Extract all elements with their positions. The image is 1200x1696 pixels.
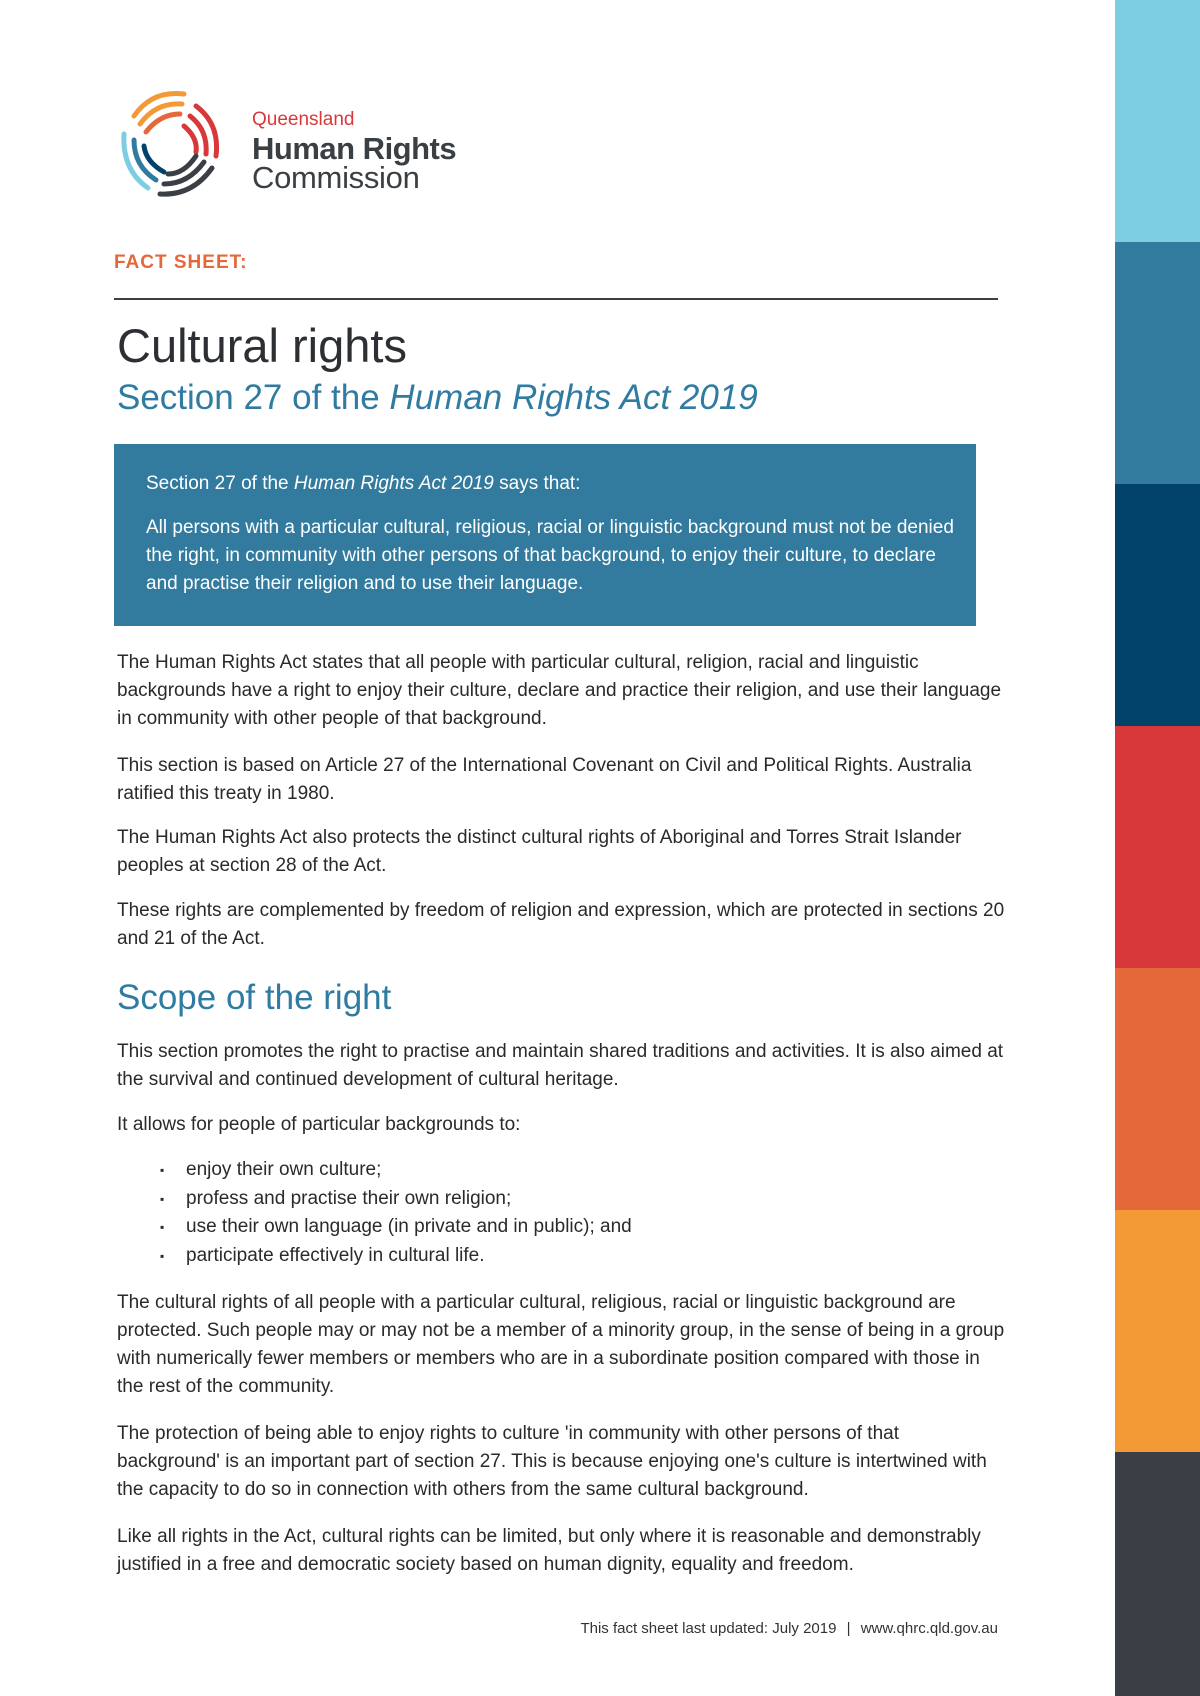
callout-box bbox=[114, 444, 976, 626]
page-title: Cultural rights bbox=[117, 319, 407, 372]
page-subtitle bbox=[117, 378, 758, 418]
qhrc-logo-icon bbox=[112, 84, 232, 204]
org-wordmark bbox=[252, 110, 456, 193]
paragraph: These rights are complemented by freedom of religion and expression, which are protected in sections 20 and 21 of the Act. bbox=[117, 900, 1005, 949]
fact-sheet-label: FACT SHEET: bbox=[114, 252, 248, 273]
org-name-line2: Commission bbox=[252, 160, 420, 195]
footer bbox=[580, 1620, 998, 1637]
paragraph: The cultural rights of all people with a particular cultural, religious, racial or linguistic background are protected. Such people may or may not be a member of a minority group, in the sense of being in a group with numerically fewer members or members who are in a subordinate position compared with those in the rest of the community. bbox=[117, 1292, 1005, 1397]
section-heading-scope: Scope of the right bbox=[117, 978, 392, 1017]
callout-intro-prefix: Section 27 of the bbox=[146, 473, 294, 494]
footer-separator: | bbox=[846, 1620, 851, 1637]
paragraph: The Human Rights Act states that all people with particular cultural, religion, racial and linguistic backgrounds have a right to enjoy their culture, declare and practice their religion, and use their language in community with other people of that background. bbox=[117, 652, 1002, 729]
paragraph: It allows for people of particular backgrounds to: bbox=[117, 1114, 521, 1135]
bullet-list bbox=[160, 1156, 632, 1270]
color-band-navy bbox=[1115, 484, 1200, 726]
color-band-orange bbox=[1115, 968, 1200, 1210]
callout-intro bbox=[146, 470, 956, 498]
footer-updated: This fact sheet last updated: July 2019 bbox=[580, 1620, 837, 1637]
color-band-red bbox=[1115, 726, 1200, 968]
org-name-line1: Human Rights bbox=[252, 131, 457, 166]
color-band-light-blue bbox=[1115, 0, 1200, 242]
callout-intro-suffix: says that: bbox=[493, 473, 581, 494]
color-band-sidebar bbox=[1115, 0, 1200, 1696]
subtitle-act: Human Rights Act 2019 bbox=[389, 378, 758, 417]
color-band-charcoal bbox=[1115, 1452, 1200, 1696]
list-item: ▪ participate effectively in cultural life. bbox=[160, 1242, 632, 1271]
list-item: ▪ use their own language (in private and in public); and bbox=[160, 1213, 632, 1242]
callout-text: All persons with a particular cultural, religious, racial or linguistic background must not be denied the right, in community with other persons of that background, to enjoy their culture, to declare and practise their religion and to use their language. bbox=[146, 517, 954, 594]
footer-website-link[interactable]: www.qhrc.qld.gov.au bbox=[860, 1620, 998, 1637]
paragraph: The Human Rights Act also protects the distinct cultural rights of Aboriginal and Torres Strait Islander peoples at section 28 of the Act. bbox=[117, 827, 962, 876]
list-item: ▪ profess and practise their own religion; bbox=[160, 1185, 632, 1214]
header-divider bbox=[114, 298, 998, 300]
paragraph: This section is based on Article 27 of the International Covenant on Civil and Political Rights. Australia ratified this treaty in 1980. bbox=[117, 755, 972, 804]
paragraph: Like all rights in the Act, cultural rights can be limited, but only where it is reasonable and demonstrably justified in a free and democratic society based on human dignity, equality and freedom. bbox=[117, 1526, 981, 1575]
color-band-mid-blue bbox=[1115, 242, 1200, 484]
color-band-amber bbox=[1115, 1210, 1200, 1452]
paragraph: The protection of being able to enjoy rights to culture 'in community with other persons of that background' is an important part of section 27. This is because enjoying one's culture is intertwined with the capacity to do so in connection with others from the same cultural background. bbox=[117, 1423, 987, 1500]
paragraph: This section promotes the right to practise and maintain shared traditions and activities. It is also aimed at the survival and continued development of cultural heritage. bbox=[117, 1041, 1004, 1090]
subtitle-prefix: Section 27 of the bbox=[117, 378, 390, 417]
callout-intro-act: Human Rights Act 2019 bbox=[293, 473, 494, 494]
list-item: ▪ enjoy their own culture; bbox=[160, 1156, 632, 1185]
org-region: Queensland bbox=[252, 109, 355, 130]
